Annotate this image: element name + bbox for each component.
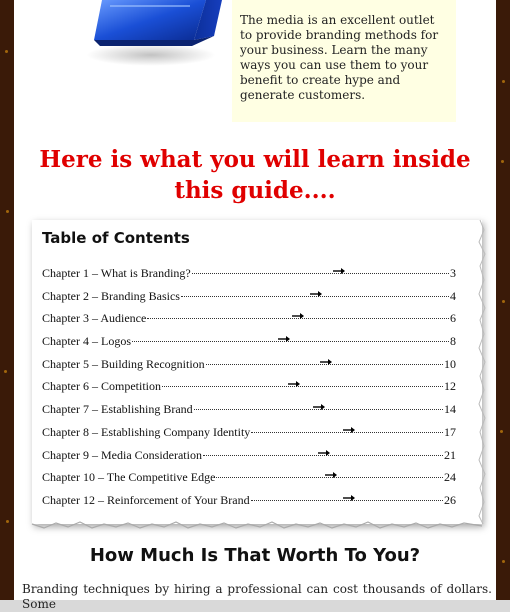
toc-entry [42, 402, 456, 425]
toc-leader [147, 310, 449, 319]
toc-entry [42, 470, 456, 493]
toc-arrow-icon [313, 403, 325, 411]
toc-leader [251, 424, 443, 433]
intro-box [232, 0, 456, 122]
toc-arrow-icon [320, 358, 332, 366]
toc-entry [42, 379, 456, 402]
toc-entry [42, 357, 456, 380]
toc-leader [194, 401, 443, 410]
toc-leader [251, 492, 443, 501]
toc-leader [203, 447, 443, 456]
toc-entry-page: 14 [444, 402, 456, 417]
toc-leader [181, 288, 449, 297]
toc-list [42, 266, 456, 516]
toc-entry-label: Chapter 7 – Establishing Brand [42, 402, 193, 417]
toc-leader [192, 265, 449, 274]
toc-entry-page: 6 [450, 311, 456, 326]
toc-entry [42, 289, 456, 312]
toc-entry-page: 10 [444, 356, 456, 371]
headline: Here is what you will learn inside this guide.... [39, 146, 471, 204]
toc-arrow-icon [292, 312, 304, 320]
toc-entry-label: Chapter 2 – Branding Basics [42, 288, 180, 303]
toc-arrow-icon [343, 426, 355, 434]
toc-arrow-icon [278, 335, 290, 343]
toc-entry-label: Chapter 1 – What is Branding? [42, 266, 191, 280]
toc-entry [42, 448, 456, 471]
toc-entry-page: 26 [444, 492, 456, 507]
toc-leader [206, 356, 443, 365]
toc-entry-label: Chapter 5 – Building Recognition [42, 356, 205, 371]
worth-paragraph: Branding techniques by hiring a professional can cost thousands of dollars. Some [22, 582, 492, 611]
toc-entry [42, 311, 456, 334]
toc-arrow-icon [318, 449, 330, 457]
toc-entry [42, 425, 456, 448]
toc-title: Table of Contents [42, 229, 190, 247]
sales-page [14, 0, 496, 611]
toc-entry-label: Chapter 12 – Reinforcement of Your Brand [42, 492, 250, 507]
toc-entry-page: 17 [444, 424, 456, 439]
toc-entry-label: Chapter 10 – The Competitive Edge [42, 470, 216, 485]
product-box-icon [74, 0, 244, 58]
table-of-contents [32, 220, 482, 524]
toc-entry-page: 4 [450, 288, 456, 303]
toc-arrow-icon [325, 471, 337, 479]
toc-entry-page: 8 [450, 334, 456, 349]
toc-entry [42, 266, 456, 289]
toc-entry-label: Chapter 9 – Media Consideration [42, 447, 202, 462]
right-border [496, 0, 510, 600]
toc-leader [132, 333, 449, 342]
toc-entry-page: 24 [444, 470, 456, 485]
toc-entry-label: Chapter 8 – Establishing Company Identity [42, 424, 251, 439]
worth-heading: How Much Is That Worth To You? [89, 545, 421, 566]
toc-entry-page: 12 [444, 379, 456, 394]
toc-arrow-icon [343, 494, 355, 502]
toc-entry-page: 21 [444, 447, 456, 462]
toc-entry-page: 3 [450, 266, 456, 280]
toc-leader [162, 378, 443, 387]
toc-leader [216, 469, 443, 478]
left-border [0, 0, 14, 600]
toc-arrow-icon [333, 267, 345, 275]
toc-arrow-icon [288, 380, 300, 388]
torn-edge-bottom [32, 520, 482, 530]
toc-entry-label: Chapter 6 – Competition [42, 379, 161, 394]
toc-entry [42, 334, 456, 357]
toc-entry [42, 493, 456, 516]
toc-entry-label: Chapter 4 – Logos [42, 334, 131, 349]
toc-entry-label: Chapter 3 – Audience [42, 311, 147, 326]
torn-edge-right [478, 220, 486, 524]
toc-arrow-icon [310, 290, 322, 298]
intro-text: The media is an excellent outlet to provide branding methods for your business. Learn the many ways you can use them to your benefit to create hype and generate customers. [240, 13, 439, 102]
